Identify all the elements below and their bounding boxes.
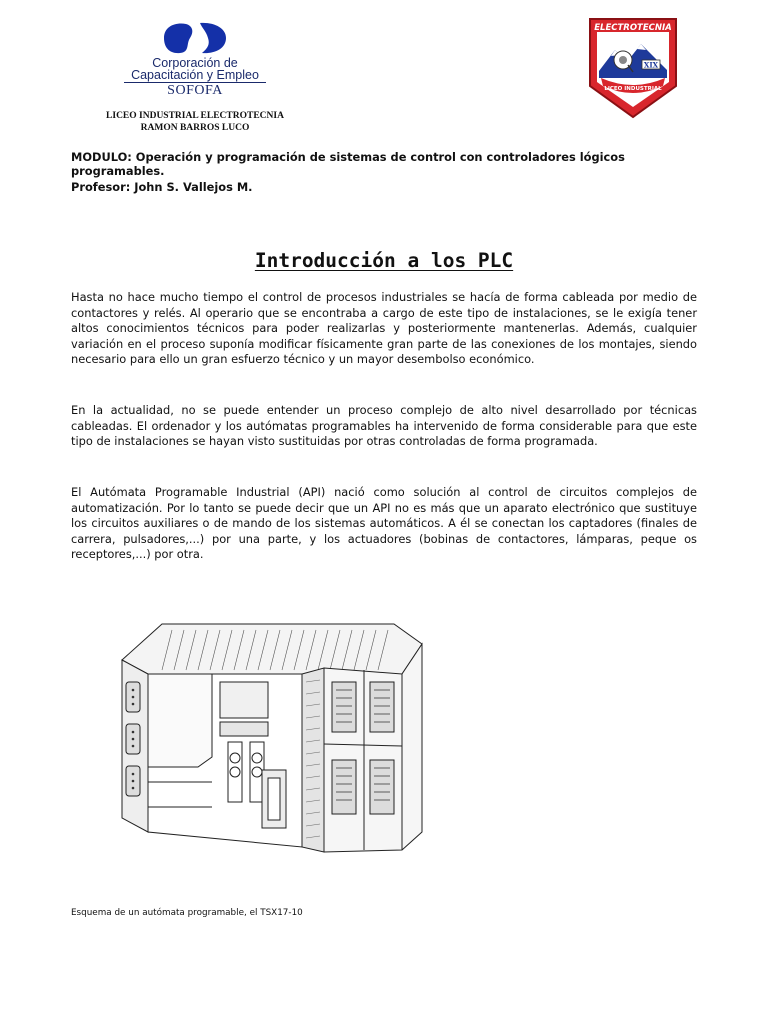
page-title: Introducción a los PLC xyxy=(254,249,514,272)
module-line-continued: programables. xyxy=(71,164,165,178)
paragraph-1: Hasta no hace mucho tiempo el control de procesos industriales se hacía de forma cableada por medio de contactores y relés. Al operario que se encontraba a cargo de este tipo de instalaciones, se le exigía tener altos conocimientos técnicos para poder realizarlas y posteriormente mantenerlas. Además, cualquier variación en el proceso suponía modificar físicamente gran parte de las conexiones de los montajes, siendo necesario para ello un gran esfuerzo técnico y un mayor desembolso económico. xyxy=(71,290,697,367)
org-name-line-2: Capacitación y Empleo xyxy=(131,68,259,82)
crest-title: ELECTROTECNIA xyxy=(594,23,672,33)
org-name-line-3: SOFOFA xyxy=(167,83,223,98)
school-name-line-1: LICEO INDUSTRIAL ELECTROTECNIA xyxy=(106,111,284,121)
crest-numeral: XIX xyxy=(643,60,659,70)
crest-subtitle: LICEO INDUSTRIAL xyxy=(604,86,662,92)
school-crest-icon xyxy=(587,16,679,120)
paragraph-2: En la actualidad, no se puede entender un proceso complejo de alto nivel desarrollado por técnicas cableadas. El ordenador y los autómatas programables ha intervenido de forma considerable para que este tipo de instalaciones se hayan visto sustituidas por otras controladas de forma programada. xyxy=(71,403,697,449)
module-line: MODULO: Operación y programación de sistemas de control con controladores lógicos xyxy=(71,150,625,164)
plc-diagram-image xyxy=(102,582,442,860)
organization-logo-icon xyxy=(160,20,230,56)
professor-line: Profesor: John S. Vallejos M. xyxy=(71,180,253,194)
figure-caption: Esquema de un autómata programable, el TSX17-10 xyxy=(71,908,303,918)
school-name-line-2: RAMON BARROS LUCO xyxy=(140,123,250,133)
org-name-line-1: Corporación de xyxy=(152,56,238,70)
paragraph-3: El Autómata Programable Industrial (API) nació como solución al control de circuitos complejos de automatización. Por lo tanto se puede decir que un API no es más que un aparato electrónico que sustituye los circuitos auxiliares o de mando de los sistemas automáticos. A él se conectan los captadores (finales de carrera, pulsadores,...) por una parte, y los actuadores (bobinas de contactores, lámparas, peque os receptores,...) por otra. xyxy=(71,485,697,562)
